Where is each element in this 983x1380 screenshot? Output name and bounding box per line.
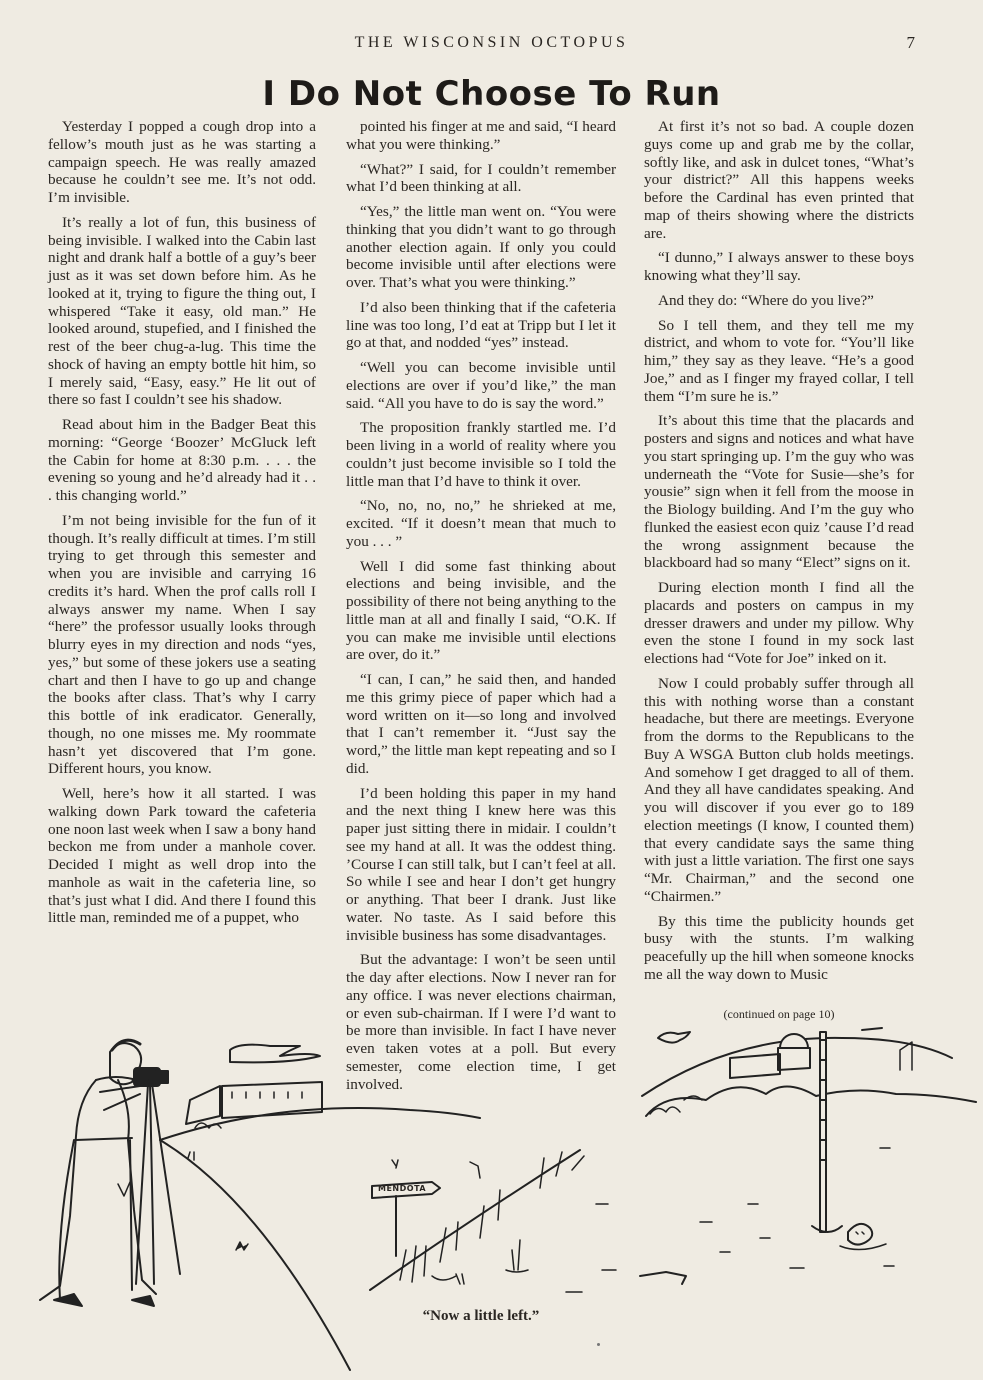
article-paragraph: “No, no, no, no,” he shrieked at me, excited. “If it doesn’t mean that much to you . . . ” xyxy=(346,497,616,550)
article-paragraph: Yesterday I popped a cough drop into a fellow’s mouth just as he was starting a campaign speech. He was really amazed because he couldn’t see me. It’s not odd. I’m invisible. xyxy=(48,118,316,206)
photographer-figure xyxy=(40,1040,180,1306)
article-paragraph: “I dunno,” I always answer to these boys knowing what they’ll say. xyxy=(644,249,914,284)
article-paragraph: “Well you can become invisible until elections are over if you’d like,” the man said. “All you have to do is say the word.” xyxy=(346,359,616,412)
article-paragraph: “What?” I said, for I couldn’t remember what I’d been thinking at all. xyxy=(346,160,616,196)
article-paragraph: By this time the publicity hounds get busy with the stunts. I’m walking peacefully up the hill when someone knocks me all the way down to Music xyxy=(644,912,914,983)
article-paragraph: pointed his finger at me and said, “I heard what you were thinking.” xyxy=(346,118,616,153)
article-paragraph: But the advantage: I won’t be seen until the day after elections. Now I never ran for any office. I was never elections chairman, or even sub-chairman. If I were I’d want to be more than invisible. In fact I have never even taken votes at a poll. But every semester, come election time, I get involved. xyxy=(346,951,616,1093)
page-speck xyxy=(597,1343,600,1346)
article-paragraph: It’s really a lot of fun, this business of being invisible. I walked into the Cabin last night and drank half a bottle of a guy’s beer just as it was set down before him. As he looked at it, trying to figure the thing out, I whispered “Take it easy, old man.” He looked around, stupefied, and I finished the rest of the beer chug-a-lug. This time the shock of having an empty bottle hit him, so I merely said, “Easy, easy.” He lit out of there so fast I couldn’t see his shadow. xyxy=(48,213,316,409)
article-paragraph: I’d also been thinking that if the cafeteria line was too long, I’d eat at Tripp but I let it go at that, and nodded “yes” instead. xyxy=(346,298,616,352)
article-title: I Do Not Choose To Run xyxy=(262,74,721,114)
article-paragraph: I’d been holding this paper in my hand and the next thing I knew here was this paper just sitting there in midair. I couldn’t see my hand at all. It was the oddest thing. ’Course I can still talk, but I can’t feel at all. So while I see and hear I don’t get hungry or anything. That beer I drank. Just like water. No taste. As I said before this invisible business has some disadvantages. xyxy=(346,784,616,944)
article-paragraph: Now I could probably suffer through all this with nothing worse than a constant headache, but there are meetings. Everyone from the dorms to the Republicans to the Buy A WSGA Button club holds meetings. And somehow I get dragged to all of them. And they all have candidates speaking. And you will discover if you ever go to 189 election meetings (I know, I counted them) that every candidate says the same thing with just a little variation. The first one says “Mr. Chairman,” and the second one “Chairmen.” xyxy=(644,674,914,905)
article-paragraph: “Yes,” the little man went on. “You were thinking that you didn’t want to go through another election again. If only you could become invisible until after elections were over. That’s what you were thinking.” xyxy=(346,203,616,291)
article-paragraph: At first it’s not so bad. A couple dozen guys come up and grab me by the collar, softly like, and ask in dulcet tones, “What’s your district?” All this happens weeks before the Cardinal has even printed that map of theirs showing where the districts are. xyxy=(644,118,914,242)
article-paragraph: During election month I find all the placards and posters on campus in my dresser drawers and under my pillow. Why even the stone I found in my sock last elections had “Vote for Joe” inked on it. xyxy=(644,579,914,667)
continued-note: (continued on page 10) xyxy=(723,1007,835,1021)
article-paragraph: Well I did some fast thinking about elections and being invisible, and the possibility of there not being anything to the little man at all and finally I said, “O.K. If you can make me invisible until elections are over, do it.” xyxy=(346,557,616,664)
article-paragraph: Read about him in the Badger Beat this morning: “George ‘Boozer’ McGluck left the Cabin for home at 8:30 p.m. . . . the evening so young and he’d already had it . . . this changing world.” xyxy=(48,416,316,504)
cartoon-caption: “Now a little left.” xyxy=(422,1308,540,1324)
article-paragraph: “I can, I can,” he said then, and handed me this grimy piece of paper which had a word written on it—so long and involved that I can’t remember it. “Just say the word,” the little man kept repeating and so I did. xyxy=(346,671,616,777)
article-paragraph: Well, here’s how it all started. I was walking down Park toward the cafeteria one noon last week when I saw a bony hand beckon me from under a manhole cover. Decided I might as well drop into the manhole as wait in the cafeteria line, so that’s just what I did. And there I found this little man, reminded me of a puppet, who xyxy=(48,785,316,927)
mendota-sign-label: MENDOTA xyxy=(378,1184,427,1193)
mendota-shore xyxy=(370,1150,616,1292)
observatory-hill xyxy=(640,1028,976,1284)
article-paragraph: It’s about this time that the placards and posters and signs and notices and what have you start springing up. I’m the guy who was underneath the “Vote for Susie—she’s for yousie” sign when it fell from the moose in the Biology building. And I’m the guy who flunked the easiest econ quiz ’cause I’d read the wrong assignment because the blackboard had so many “Elect” signs on it. xyxy=(644,412,914,572)
article-paragraph: I’m not being invisible for the fun of it though. It’s really difficult at times. I’m still trying to get through this semester and when you are invisible and carrying 16 credits it’s hard. When the prof calls roll I always answer my name. When I say “here” the professor usually looks through blurry eyes in my direction and nods “yes, yes,” but some of these jokers use a seating chart and then I have to go up and change the books after class. That’s why I carry this bottle of ink eradicator. Generally, though, no one misses me. My roommate hasn’t yet discovered that I’m gone. Different hours, you know. xyxy=(48,511,316,778)
page-number: 7 xyxy=(906,33,915,52)
magazine-name: THE WISCONSIN OCTOPUS xyxy=(354,34,629,51)
article-paragraph: And they do: “Where do you live?” xyxy=(658,291,874,309)
article-paragraph: The proposition frankly startled me. I’d been living in a world of reality where you couldn’t just become invisible so I told the little man that I’d have to think it over. xyxy=(346,419,616,490)
article-paragraph: So I tell them, and they tell me my district, and whom to vote for. “You’ll like him,” they say as they leave. “He’s a good Joe,” and as I finger my frayed collar, I tell them “I’m sure he is.” xyxy=(644,316,914,405)
